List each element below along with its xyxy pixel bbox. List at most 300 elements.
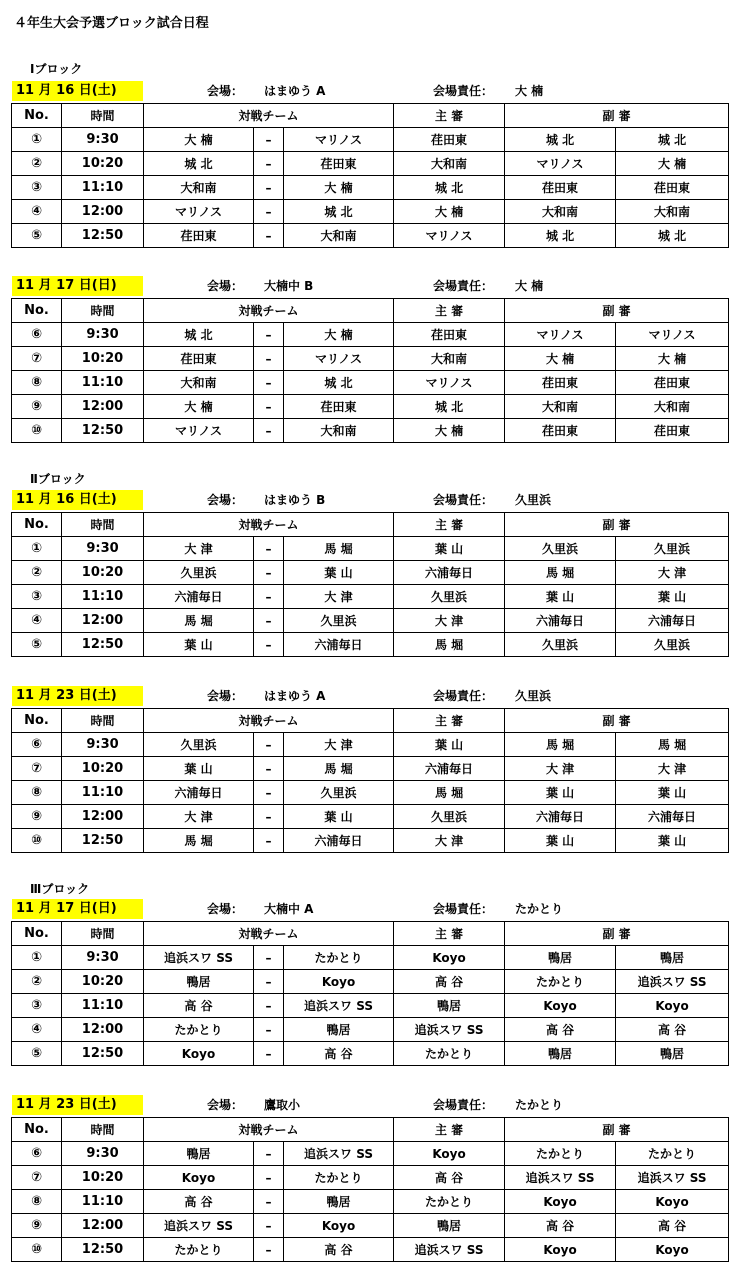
table-row <box>12 1042 729 1066</box>
header-time: 時間 <box>62 922 144 946</box>
match-no: ② <box>12 152 62 176</box>
match-time: 12:00 <box>62 200 144 224</box>
vs-dash: – <box>254 757 284 781</box>
assistant-referee-2: 荏田東 <box>616 371 729 395</box>
home-team: たかとり <box>144 1238 254 1262</box>
assistant-referee-2: 大 楠 <box>616 347 729 371</box>
assistant-referee-2: 高 谷 <box>616 1018 729 1042</box>
main-referee: 葉 山 <box>394 733 505 757</box>
vs-dash: – <box>254 1018 284 1042</box>
main-referee: 馬 堀 <box>394 633 505 657</box>
away-team: 大 楠 <box>284 323 394 347</box>
home-team: Koyo <box>144 1042 254 1066</box>
responsible-value: 久里浜 <box>515 493 552 507</box>
main-referee: Koyo <box>394 1142 505 1166</box>
assistant-referee-1: 高 谷 <box>505 1214 616 1238</box>
vs-dash: – <box>254 1142 284 1166</box>
vs-dash: – <box>254 609 284 633</box>
header-assistants: 副 審 <box>505 922 729 946</box>
venue-value: はまゆう A <box>264 84 326 98</box>
table-row <box>12 1142 729 1166</box>
table-row <box>12 561 729 585</box>
block-title: Ⅰブロック <box>30 62 83 76</box>
main-referee: 久里浜 <box>394 805 505 829</box>
away-team: Koyo <box>284 970 394 994</box>
header-no: No. <box>12 513 62 537</box>
vs-dash: – <box>254 829 284 853</box>
vs-dash: – <box>254 371 284 395</box>
assistant-referee-1: 城 北 <box>505 128 616 152</box>
away-team: 高 谷 <box>284 1042 394 1066</box>
responsible-value: たかとり <box>515 1098 564 1112</box>
assistant-referee-1: マリノス <box>505 323 616 347</box>
match-time: 9:30 <box>62 323 144 347</box>
header-teams: 対戦チーム <box>144 104 394 128</box>
match-table <box>11 921 729 1066</box>
assistant-referee-2: 大 津 <box>616 757 729 781</box>
assistant-referee-2: 葉 山 <box>616 781 729 805</box>
vs-dash: – <box>254 970 284 994</box>
match-time: 10:20 <box>62 757 144 781</box>
home-team: 葉 山 <box>144 757 254 781</box>
match-time: 9:30 <box>62 1142 144 1166</box>
assistant-referee-2: 城 北 <box>616 128 729 152</box>
assistant-referee-1: 大 楠 <box>505 347 616 371</box>
day-header <box>12 686 728 706</box>
main-referee: マリノス <box>394 371 505 395</box>
vs-dash: – <box>254 805 284 829</box>
away-team: 城 北 <box>284 371 394 395</box>
table-row <box>12 537 729 561</box>
home-team: 鴨居 <box>144 970 254 994</box>
header-no: No. <box>12 1118 62 1142</box>
away-team: 追浜スワ SS <box>284 1142 394 1166</box>
assistant-referee-2: 葉 山 <box>616 585 729 609</box>
vs-dash: – <box>254 994 284 1018</box>
header-referee: 主 審 <box>394 513 505 537</box>
away-team: 追浜スワ SS <box>284 994 394 1018</box>
main-referee: マリノス <box>394 224 505 248</box>
match-table <box>11 298 729 443</box>
match-time: 11:10 <box>62 585 144 609</box>
assistant-referee-1: 追浜スワ SS <box>505 1166 616 1190</box>
away-team: 荏田東 <box>284 152 394 176</box>
match-no: ⑥ <box>12 323 62 347</box>
assistant-referee-2: 久里浜 <box>616 633 729 657</box>
table-header-row <box>12 709 729 733</box>
header-teams: 対戦チーム <box>144 922 394 946</box>
main-referee: たかとり <box>394 1042 505 1066</box>
block-title: Ⅱブロック <box>30 472 86 486</box>
match-time: 12:00 <box>62 395 144 419</box>
away-team: 久里浜 <box>284 781 394 805</box>
table-header-row <box>12 299 729 323</box>
header-no: No. <box>12 299 62 323</box>
table-row <box>12 1166 729 1190</box>
assistant-referee-1: 大和南 <box>505 395 616 419</box>
away-team: マリノス <box>284 128 394 152</box>
away-team: 大 津 <box>284 585 394 609</box>
header-no: No. <box>12 104 62 128</box>
match-date: 11 月 23 日(土) <box>12 1095 143 1115</box>
assistant-referee-1: 荏田東 <box>505 176 616 200</box>
table-row <box>12 994 729 1018</box>
venue-value: 鷹取小 <box>264 1098 301 1112</box>
match-time: 12:50 <box>62 1238 144 1262</box>
away-team: 大 津 <box>284 733 394 757</box>
match-no: ③ <box>12 176 62 200</box>
match-time: 12:00 <box>62 805 144 829</box>
vs-dash: – <box>254 1190 284 1214</box>
main-referee: 追浜スワ SS <box>394 1238 505 1262</box>
table-row <box>12 419 729 443</box>
vs-dash: – <box>254 781 284 805</box>
assistant-referee-1: 荏田東 <box>505 371 616 395</box>
assistant-referee-1: 荏田東 <box>505 419 616 443</box>
away-team: 大和南 <box>284 419 394 443</box>
match-no: ④ <box>12 609 62 633</box>
venue-label: 会場： <box>207 279 244 293</box>
match-table <box>11 103 729 248</box>
day-header <box>12 276 728 296</box>
vs-dash: – <box>254 176 284 200</box>
vs-dash: – <box>254 1214 284 1238</box>
assistant-referee-2: 大 楠 <box>616 152 729 176</box>
table-row <box>12 1214 729 1238</box>
main-referee: 六浦毎日 <box>394 561 505 585</box>
header-assistants: 副 審 <box>505 104 729 128</box>
responsible-value: たかとり <box>515 902 564 916</box>
header-teams: 対戦チーム <box>144 299 394 323</box>
home-team: 馬 堀 <box>144 609 254 633</box>
match-no: ② <box>12 561 62 585</box>
match-time: 11:10 <box>62 1190 144 1214</box>
away-team: 六浦毎日 <box>284 829 394 853</box>
vs-dash: – <box>254 733 284 757</box>
vs-dash: – <box>254 561 284 585</box>
responsible-value: 久里浜 <box>515 689 552 703</box>
match-time: 12:00 <box>62 1214 144 1238</box>
main-referee: 荏田東 <box>394 128 505 152</box>
header-time: 時間 <box>62 1118 144 1142</box>
header-referee: 主 審 <box>394 709 505 733</box>
match-no: ⑨ <box>12 395 62 419</box>
responsible-label: 会場責任： <box>433 493 494 507</box>
match-date: 11 月 16 日(土) <box>12 490 143 510</box>
match-no: ⑨ <box>12 1214 62 1238</box>
assistant-referee-2: 馬 堀 <box>616 733 729 757</box>
header-teams: 対戦チーム <box>144 513 394 537</box>
home-team: 追浜スワ SS <box>144 946 254 970</box>
header-assistants: 副 審 <box>505 709 729 733</box>
match-no: ⑧ <box>12 371 62 395</box>
vs-dash: – <box>254 946 284 970</box>
home-team: 六浦毎日 <box>144 585 254 609</box>
match-no: ⑩ <box>12 829 62 853</box>
header-assistants: 副 審 <box>505 1118 729 1142</box>
away-team: Koyo <box>284 1214 394 1238</box>
match-time: 9:30 <box>62 733 144 757</box>
table-header-row <box>12 1118 729 1142</box>
header-time: 時間 <box>62 104 144 128</box>
match-time: 9:30 <box>62 946 144 970</box>
match-no: ⑤ <box>12 1042 62 1066</box>
assistant-referee-1: 鴨居 <box>505 946 616 970</box>
assistant-referee-2: 六浦毎日 <box>616 609 729 633</box>
away-team: 六浦毎日 <box>284 633 394 657</box>
header-time: 時間 <box>62 709 144 733</box>
table-row <box>12 946 729 970</box>
match-no: ⑩ <box>12 1238 62 1262</box>
assistant-referee-2: マリノス <box>616 323 729 347</box>
main-referee: 大 楠 <box>394 419 505 443</box>
main-referee: 高 谷 <box>394 1166 505 1190</box>
home-team: 葉 山 <box>144 633 254 657</box>
match-time: 12:00 <box>62 1018 144 1042</box>
home-team: 馬 堀 <box>144 829 254 853</box>
away-team: 高 谷 <box>284 1238 394 1262</box>
match-table <box>11 708 729 853</box>
away-team: 馬 堀 <box>284 537 394 561</box>
home-team: 大 津 <box>144 537 254 561</box>
home-team: 追浜スワ SS <box>144 1214 254 1238</box>
home-team: 荏田東 <box>144 224 254 248</box>
match-date: 11 月 17 日(日) <box>12 276 143 296</box>
assistant-referee-2: 荏田東 <box>616 176 729 200</box>
table-row <box>12 371 729 395</box>
main-referee: 久里浜 <box>394 585 505 609</box>
home-team: 大和南 <box>144 176 254 200</box>
table-row <box>12 200 729 224</box>
main-referee: 馬 堀 <box>394 781 505 805</box>
table-header-row <box>12 922 729 946</box>
home-team: 高 谷 <box>144 1190 254 1214</box>
match-time: 12:50 <box>62 1042 144 1066</box>
match-time: 12:50 <box>62 829 144 853</box>
match-table <box>11 512 729 657</box>
table-row <box>12 829 729 853</box>
venue-value: 大楠中 A <box>264 902 314 916</box>
assistant-referee-2: 大 津 <box>616 561 729 585</box>
home-team: 高 谷 <box>144 994 254 1018</box>
header-no: No. <box>12 922 62 946</box>
assistant-referee-2: 鴨居 <box>616 1042 729 1066</box>
match-time: 11:10 <box>62 781 144 805</box>
match-no: ⑧ <box>12 781 62 805</box>
main-referee: 高 谷 <box>394 970 505 994</box>
assistant-referee-2: 大和南 <box>616 395 729 419</box>
match-no: ⑥ <box>12 733 62 757</box>
table-row <box>12 176 729 200</box>
table-row <box>12 1238 729 1262</box>
table-row <box>12 1190 729 1214</box>
match-no: ① <box>12 946 62 970</box>
away-team: たかとり <box>284 946 394 970</box>
assistant-referee-2: たかとり <box>616 1142 729 1166</box>
table-row <box>12 970 729 994</box>
match-no: ③ <box>12 585 62 609</box>
match-time: 10:20 <box>62 970 144 994</box>
responsible-label: 会場責任： <box>433 1098 494 1112</box>
header-referee: 主 審 <box>394 299 505 323</box>
table-row <box>12 733 729 757</box>
assistant-referee-2: 大和南 <box>616 200 729 224</box>
table-row <box>12 757 729 781</box>
responsible-label: 会場責任： <box>433 902 494 916</box>
day-header <box>12 1095 728 1115</box>
match-table <box>11 1117 729 1262</box>
assistant-referee-1: 葉 山 <box>505 829 616 853</box>
assistant-referee-2: 高 谷 <box>616 1214 729 1238</box>
vs-dash: – <box>254 224 284 248</box>
assistant-referee-1: 久里浜 <box>505 633 616 657</box>
vs-dash: – <box>254 1238 284 1262</box>
away-team: マリノス <box>284 347 394 371</box>
match-time: 10:20 <box>62 347 144 371</box>
assistant-referee-1: Koyo <box>505 1190 616 1214</box>
match-no: ② <box>12 970 62 994</box>
match-date: 11 月 23 日(土) <box>12 686 143 706</box>
home-team: 鴨居 <box>144 1142 254 1166</box>
table-row <box>12 128 729 152</box>
venue-value: 大楠中 B <box>264 279 314 293</box>
venue-label: 会場： <box>207 493 244 507</box>
match-time: 12:50 <box>62 633 144 657</box>
vs-dash: – <box>254 1042 284 1066</box>
vs-dash: – <box>254 419 284 443</box>
assistant-referee-1: 六浦毎日 <box>505 805 616 829</box>
away-team: たかとり <box>284 1166 394 1190</box>
document-title: ４年生大会予選ブロック試合日程 <box>14 16 209 31</box>
home-team: たかとり <box>144 1018 254 1042</box>
block-title: Ⅲブロック <box>30 882 90 896</box>
match-time: 10:20 <box>62 152 144 176</box>
table-row <box>12 395 729 419</box>
away-team: 馬 堀 <box>284 757 394 781</box>
day-header <box>12 899 728 919</box>
venue-label: 会場： <box>207 84 244 98</box>
away-team: 鴨居 <box>284 1018 394 1042</box>
table-row <box>12 805 729 829</box>
assistant-referee-1: Koyo <box>505 994 616 1018</box>
assistant-referee-2: 鴨居 <box>616 946 729 970</box>
assistant-referee-1: Koyo <box>505 1238 616 1262</box>
main-referee: 大 楠 <box>394 200 505 224</box>
home-team: 六浦毎日 <box>144 781 254 805</box>
away-team: 鴨居 <box>284 1190 394 1214</box>
match-no: ③ <box>12 994 62 1018</box>
vs-dash: – <box>254 537 284 561</box>
main-referee: 城 北 <box>394 395 505 419</box>
venue-value: はまゆう B <box>264 493 326 507</box>
responsible-value: 大 楠 <box>515 84 544 98</box>
home-team: マリノス <box>144 419 254 443</box>
vs-dash: – <box>254 323 284 347</box>
home-team: 大 楠 <box>144 128 254 152</box>
main-referee: たかとり <box>394 1190 505 1214</box>
assistant-referee-2: 城 北 <box>616 224 729 248</box>
assistant-referee-2: Koyo <box>616 994 729 1018</box>
assistant-referee-2: 追浜スワ SS <box>616 1166 729 1190</box>
match-no: ⑥ <box>12 1142 62 1166</box>
main-referee: 城 北 <box>394 176 505 200</box>
table-row <box>12 152 729 176</box>
main-referee: 大 津 <box>394 829 505 853</box>
assistant-referee-1: 六浦毎日 <box>505 609 616 633</box>
vs-dash: – <box>254 347 284 371</box>
home-team: 大和南 <box>144 371 254 395</box>
assistant-referee-2: 追浜スワ SS <box>616 970 729 994</box>
assistant-referee-1: 葉 山 <box>505 781 616 805</box>
match-time: 10:20 <box>62 561 144 585</box>
match-no: ④ <box>12 1018 62 1042</box>
main-referee: 追浜スワ SS <box>394 1018 505 1042</box>
table-row <box>12 1018 729 1042</box>
assistant-referee-1: 高 谷 <box>505 1018 616 1042</box>
responsible-label: 会場責任： <box>433 84 494 98</box>
away-team: 大和南 <box>284 224 394 248</box>
assistant-referee-1: 城 北 <box>505 224 616 248</box>
home-team: 大 楠 <box>144 395 254 419</box>
main-referee: 六浦毎日 <box>394 757 505 781</box>
match-no: ⑨ <box>12 805 62 829</box>
match-date: 11 月 16 日(土) <box>12 81 143 101</box>
match-no: ⑦ <box>12 1166 62 1190</box>
header-assistants: 副 審 <box>505 299 729 323</box>
day-header <box>12 81 728 101</box>
day-header <box>12 490 728 510</box>
vs-dash: – <box>254 1166 284 1190</box>
main-referee: 葉 山 <box>394 537 505 561</box>
match-no: ① <box>12 537 62 561</box>
venue-label: 会場： <box>207 1098 244 1112</box>
table-row <box>12 347 729 371</box>
match-no: ⑤ <box>12 224 62 248</box>
main-referee: 大 津 <box>394 609 505 633</box>
match-no: ⑦ <box>12 757 62 781</box>
home-team: 荏田東 <box>144 347 254 371</box>
away-team: 久里浜 <box>284 609 394 633</box>
vs-dash: – <box>254 128 284 152</box>
match-time: 9:30 <box>62 128 144 152</box>
main-referee: 荏田東 <box>394 323 505 347</box>
match-time: 11:10 <box>62 994 144 1018</box>
assistant-referee-2: Koyo <box>616 1238 729 1262</box>
main-referee: 大和南 <box>394 347 505 371</box>
away-team: 大 楠 <box>284 176 394 200</box>
assistant-referee-1: 馬 堀 <box>505 733 616 757</box>
assistant-referee-2: 久里浜 <box>616 537 729 561</box>
header-assistants: 副 審 <box>505 513 729 537</box>
match-no: ④ <box>12 200 62 224</box>
home-team: 久里浜 <box>144 561 254 585</box>
assistant-referee-2: 荏田東 <box>616 419 729 443</box>
match-time: 12:00 <box>62 609 144 633</box>
venue-label: 会場： <box>207 689 244 703</box>
header-time: 時間 <box>62 299 144 323</box>
header-referee: 主 審 <box>394 922 505 946</box>
away-team: 荏田東 <box>284 395 394 419</box>
table-row <box>12 609 729 633</box>
away-team: 葉 山 <box>284 805 394 829</box>
responsible-label: 会場責任： <box>433 279 494 293</box>
header-teams: 対戦チーム <box>144 1118 394 1142</box>
assistant-referee-1: 馬 堀 <box>505 561 616 585</box>
header-teams: 対戦チーム <box>144 709 394 733</box>
match-no: ⑧ <box>12 1190 62 1214</box>
assistant-referee-1: 大 津 <box>505 757 616 781</box>
home-team: Koyo <box>144 1166 254 1190</box>
